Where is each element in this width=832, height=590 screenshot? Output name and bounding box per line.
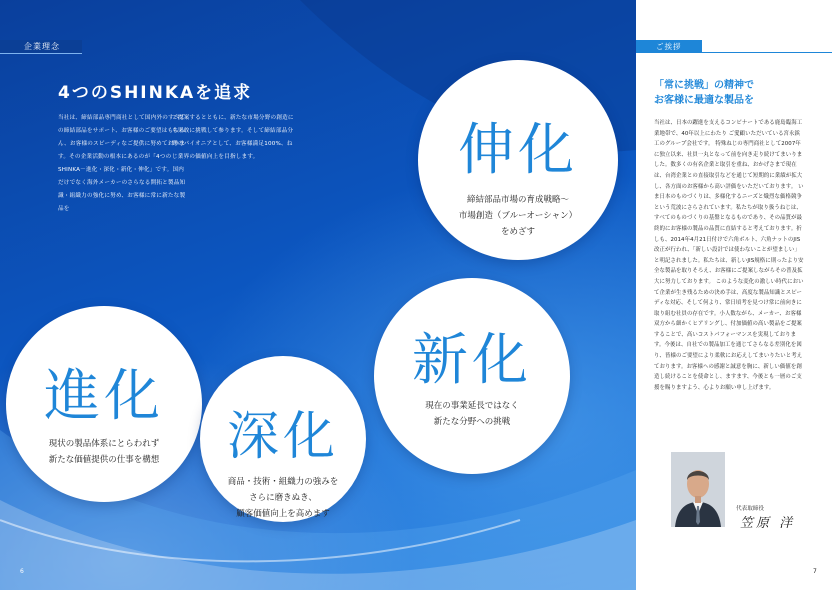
headline-line: お客様に最適な製品を: [654, 95, 754, 106]
shinka-keyword: 進化: [44, 364, 164, 429]
page-number-left: 6: [20, 568, 24, 575]
greeting-message: 当社は、日本の躍進を支えるコンビナートである鹿島臨海工業地帯で、40年以上にわたり ご愛顧いただいている宮永鋲工のグループ会社です。 特殊ねじの専門商社として2007年に独立以来、社員一丸となって前を向き走り続けてまいりました。数多くの有名企業と取引を重ね、おかげさまで現在は、台湾企業との直接取引などを通じて短期的に業績が拡大し、各方面のお客様から高い評価をいただいております。 いま日本のものづくりは、多様化するニーズと熾烈な価格競争という荒波にさらされています。私たちが取り扱うねじは、すべてのものづくりの基盤となるものであり、その品質が最終的にお客様の製品の品質に直結すると考えております。折しも、2014年4月21日付けで六角ボルト、六角ナットのJIS改正が行われ、「新しい設計では使わないことが望ましい」と明記されました。私たちは、新しいJIS規格に則ったより安全な製品を取りそろえ、お客様にご提案しながらその普及拡大に努力しております。 このような変化の激しい時代において企業が生き残るための決め手は、高度な製品知識とスピーディな対応、そして何より、常日頃考を見つけ常に前向きに取り組む社員の存在です。小人数ながら、メーカー、お客様双方から細かくヒアリングし、付加価値の高い製品をご提案することで、高いコストパフォーマンスを実現しております。今後は、自社での製品加工を通じてさらなる差別化を図り、皆様のご要望により柔軟にお応えしてまいりたいと考えております。お客様への感謝と誠意を胸に、新しい価値を創造し続けることを使命とし、ますます、今後とも一層のご支援を賜りますよう、心よりお願い申し上げます。: [654, 120, 804, 391]
shinka-caption: [6, 436, 202, 468]
signature-name: 笠原 洋: [740, 516, 796, 531]
page-number-right: 7: [813, 568, 817, 575]
right-page: [636, 0, 832, 590]
greeting-label: ご挨拶: [656, 42, 682, 51]
shinka-caption: [418, 192, 618, 240]
section-label: 企業理念: [24, 42, 60, 51]
caption-line: 市場創造（ブルーオーシャン）: [458, 211, 578, 221]
caption-line: 締結部品市場の育成戦略～: [466, 195, 569, 205]
headline-line: 「常に挑戦」の精神で: [654, 80, 754, 91]
page-title: 4つのSHINKAを追求: [58, 83, 253, 103]
shinka-caption: [200, 474, 366, 522]
shinka-circle-evolution: [6, 306, 202, 502]
signature-title: 代表取締役: [736, 506, 764, 512]
shinka-keyword: 伸化: [458, 118, 578, 183]
caption-line: 新たな価値提供の仕事を構想: [48, 455, 160, 465]
shinka-keyword: 深化: [226, 407, 339, 467]
caption-line: 商品・技術・組織力の強みを: [227, 477, 339, 487]
philosophy-text-col1: 当社は、締結部品専門商社として国内外のすべての締結部品をサポート、お客様のご要望はもちろん、お客様のスピーディなご提供に努めております。その企業活動の根本にあるのが「4つのSHINKA－進化・深化・新化・伸化」です。国内だけでなく海外メーカーのさらなる開拓と製品知識・組織力の強化に努め、お客様に常に新たな製品を: [58, 115, 186, 212]
greeting-headline: [654, 78, 824, 108]
caption-line: 現在の事業延長ではなく: [425, 401, 519, 411]
caption-line: 新たな分野への挑戦: [433, 417, 511, 427]
philosophy-text-col2: ご提案するとともに、新たな市場分野の創造にも果敢に挑戦して参ります。そして締結部品分野のパイオニアとして、お客様満足100%、ねじ業界の価値向上を目指します。: [172, 115, 294, 160]
shinka-caption: [374, 398, 570, 430]
greeting-label-tag: [636, 40, 702, 53]
caption-line: 顧客価値向上を高めます: [236, 509, 330, 519]
shinka-keyword: 新化: [412, 328, 532, 393]
header-rule: [702, 52, 832, 53]
caption-line: をめざす: [500, 227, 535, 237]
president-portrait: [671, 452, 725, 527]
shinka-circle-deepening: [200, 356, 366, 522]
shinka-circle-growth: [418, 60, 618, 260]
shinka-circle-innovation: [374, 278, 570, 474]
section-label-tag: [0, 40, 82, 54]
caption-line: さらに磨きぬき、: [249, 493, 317, 503]
caption-line: 現状の製品体系にとらわれず: [48, 439, 160, 449]
